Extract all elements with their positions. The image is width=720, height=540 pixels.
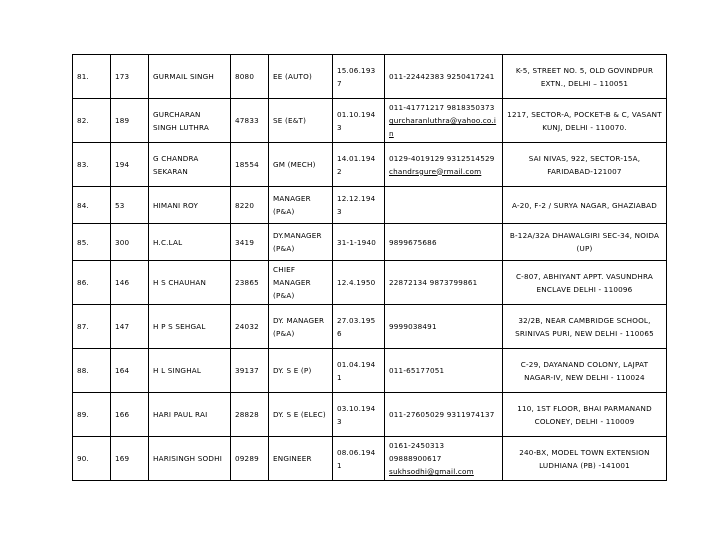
phone-number: 011-27605029 9311974137 xyxy=(389,410,495,419)
email-link[interactable]: gurcharanluthra@yahoo.co.in xyxy=(389,116,497,138)
email-link[interactable]: sukhsodhi@gmail.com xyxy=(389,467,474,476)
serial-number-cell: 89. xyxy=(73,393,111,437)
member-name-cell: GURCHARAN SINGH LUTHRA xyxy=(149,99,231,143)
phone-number: 011-65177051 xyxy=(389,366,445,375)
employee-number-cell: 8220 xyxy=(231,187,269,224)
serial-number-cell: 86. xyxy=(73,261,111,305)
employee-number-cell: 09289 xyxy=(231,437,269,481)
date-of-birth-cell: 31-1-1940 xyxy=(333,224,385,261)
serial-number-cell: 87. xyxy=(73,305,111,349)
phone-number: 0129-4019129 9312514529 xyxy=(389,153,495,163)
phone-number: 011-41771217 9818350373 xyxy=(389,103,495,112)
member-id-cell: 53 xyxy=(111,187,149,224)
employee-number-cell: 28828 xyxy=(231,393,269,437)
employee-number-cell: 47833 xyxy=(231,99,269,143)
employee-number-cell: 39137 xyxy=(231,349,269,393)
employee-number-cell: 24032 xyxy=(231,305,269,349)
address-cell: 240-BX, MODEL TOWN EXTENSION LUDHIANA (PB) -141001 xyxy=(503,437,667,481)
address-cell: K-5, STREET NO. 5, OLD GOVINDPUR EXTN., DELHI – 110051 xyxy=(503,55,667,99)
table-row xyxy=(73,393,667,437)
employee-number-cell: 18554 xyxy=(231,143,269,187)
member-id-cell: 169 xyxy=(111,437,149,481)
date-of-birth-cell: 03.10.1943 xyxy=(333,393,385,437)
address-cell: B-12A/32A DHAWALGIRI SEC-34, NOIDA (UP) xyxy=(503,224,667,261)
serial-number-cell: 88. xyxy=(73,349,111,393)
table-row xyxy=(73,437,667,481)
designation-cell: DY. S E (P) xyxy=(269,349,333,393)
member-name-cell: H P S SEHGAL xyxy=(149,305,231,349)
serial-number-cell: 83. xyxy=(73,143,111,187)
member-table xyxy=(72,54,667,481)
designation-cell: MANAGER (P&A) xyxy=(269,187,333,224)
table-row xyxy=(73,261,667,305)
table-row xyxy=(73,224,667,261)
date-of-birth-cell: 12.12.1943 xyxy=(333,187,385,224)
member-name-cell: GURMAIL SINGH xyxy=(149,55,231,99)
serial-number-cell: 90. xyxy=(73,437,111,481)
date-of-birth-cell: 15.06.1937 xyxy=(333,55,385,99)
member-name-cell: HARISINGH SODHI xyxy=(149,437,231,481)
email-link[interactable]: chandrsgure@rmail.com xyxy=(389,166,482,176)
designation-cell: CHIEF MANAGER (P&A) xyxy=(269,261,333,305)
contact-cell xyxy=(385,187,503,224)
member-name-cell: H L SINGHAL xyxy=(149,349,231,393)
date-of-birth-cell: 14.01.1942 xyxy=(333,143,385,187)
member-name-cell: G CHANDRA SEKARAN xyxy=(149,143,231,187)
contact-cell xyxy=(385,349,503,393)
designation-cell: GM (MECH) xyxy=(269,143,333,187)
designation-cell: DY. S E (ELEC) xyxy=(269,393,333,437)
contact-cell xyxy=(385,224,503,261)
member-id-cell: 166 xyxy=(111,393,149,437)
contact-cell xyxy=(385,143,503,187)
address-cell: SAI NIVAS, 922, SECTOR-15A, FARIDABAD-121007 xyxy=(503,143,667,187)
member-id-cell: 146 xyxy=(111,261,149,305)
contact-cell xyxy=(385,305,503,349)
designation-cell: SE (E&T) xyxy=(269,99,333,143)
designation-cell: EE (AUTO) xyxy=(269,55,333,99)
employee-number-cell: 8080 xyxy=(231,55,269,99)
member-name-cell: H S CHAUHAN xyxy=(149,261,231,305)
table-row xyxy=(73,187,667,224)
table-row xyxy=(73,349,667,393)
date-of-birth-cell: 01.10.1943 xyxy=(333,99,385,143)
member-id-cell: 164 xyxy=(111,349,149,393)
member-rows xyxy=(73,55,667,481)
phone-number: 22872134 9873799861 xyxy=(389,278,478,287)
address-cell: C-29, DAYANAND COLONY, LAJPAT NAGAR-IV, NEW DELHI - 110024 xyxy=(503,349,667,393)
table-row xyxy=(73,55,667,99)
phone-number: 9899675686 xyxy=(389,237,437,247)
date-of-birth-cell: 01.04.1941 xyxy=(333,349,385,393)
address-cell: 110, 1ST FLOOR, BHAI PARMANAND COLONEY, DELHI - 110009 xyxy=(503,393,667,437)
address-cell: A-20, F-2 / SURYA NAGAR, GHAZIABAD xyxy=(503,187,667,224)
date-of-birth-cell: 27.03.1956 xyxy=(333,305,385,349)
designation-cell: DY. MANAGER (P&A) xyxy=(269,305,333,349)
phone-number: 9999038491 xyxy=(389,322,437,331)
member-id-cell: 194 xyxy=(111,143,149,187)
contact-cell xyxy=(385,437,503,481)
contact-cell xyxy=(385,261,503,305)
member-name-cell: HIMANI ROY xyxy=(149,187,231,224)
serial-number-cell: 81. xyxy=(73,55,111,99)
phone-number: 011-22442383 9250417241 xyxy=(389,72,495,81)
date-of-birth-cell: 08.06.1941 xyxy=(333,437,385,481)
contact-cell xyxy=(385,55,503,99)
serial-number-cell: 84. xyxy=(73,187,111,224)
member-id-cell: 189 xyxy=(111,99,149,143)
serial-number-cell: 82. xyxy=(73,99,111,143)
serial-number-cell: 85. xyxy=(73,224,111,261)
phone-number: 0161-2450313 09888900617 xyxy=(389,441,445,463)
table-row xyxy=(73,305,667,349)
designation-cell: ENGINEER xyxy=(269,437,333,481)
member-name-cell: HARI PAUL RAI xyxy=(149,393,231,437)
member-name-cell: H.C.LAL xyxy=(149,224,231,261)
address-cell: 1217, SECTOR-A, POCKET-B & C, VASANT KUNJ, DELHI - 110070. xyxy=(503,99,667,143)
member-id-cell: 173 xyxy=(111,55,149,99)
member-id-cell: 147 xyxy=(111,305,149,349)
contact-cell xyxy=(385,393,503,437)
employee-number-cell: 3419 xyxy=(231,224,269,261)
member-id-cell: 300 xyxy=(111,224,149,261)
designation-cell: DY.MANAGER (P&A) xyxy=(269,224,333,261)
table-row xyxy=(73,143,667,187)
employee-number-cell: 23865 xyxy=(231,261,269,305)
contact-cell xyxy=(385,99,503,143)
address-cell: C-807, ABHIYANT APPT. VASUNDHRA ENCLAVE DELHI - 110096 xyxy=(503,261,667,305)
table-row xyxy=(73,99,667,143)
address-cell: 32/2B, NEAR CAMBRIDGE SCHOOL, SRINIVAS PURI, NEW DELHI - 110065 xyxy=(503,305,667,349)
date-of-birth-cell: 12.4.1950 xyxy=(333,261,385,305)
